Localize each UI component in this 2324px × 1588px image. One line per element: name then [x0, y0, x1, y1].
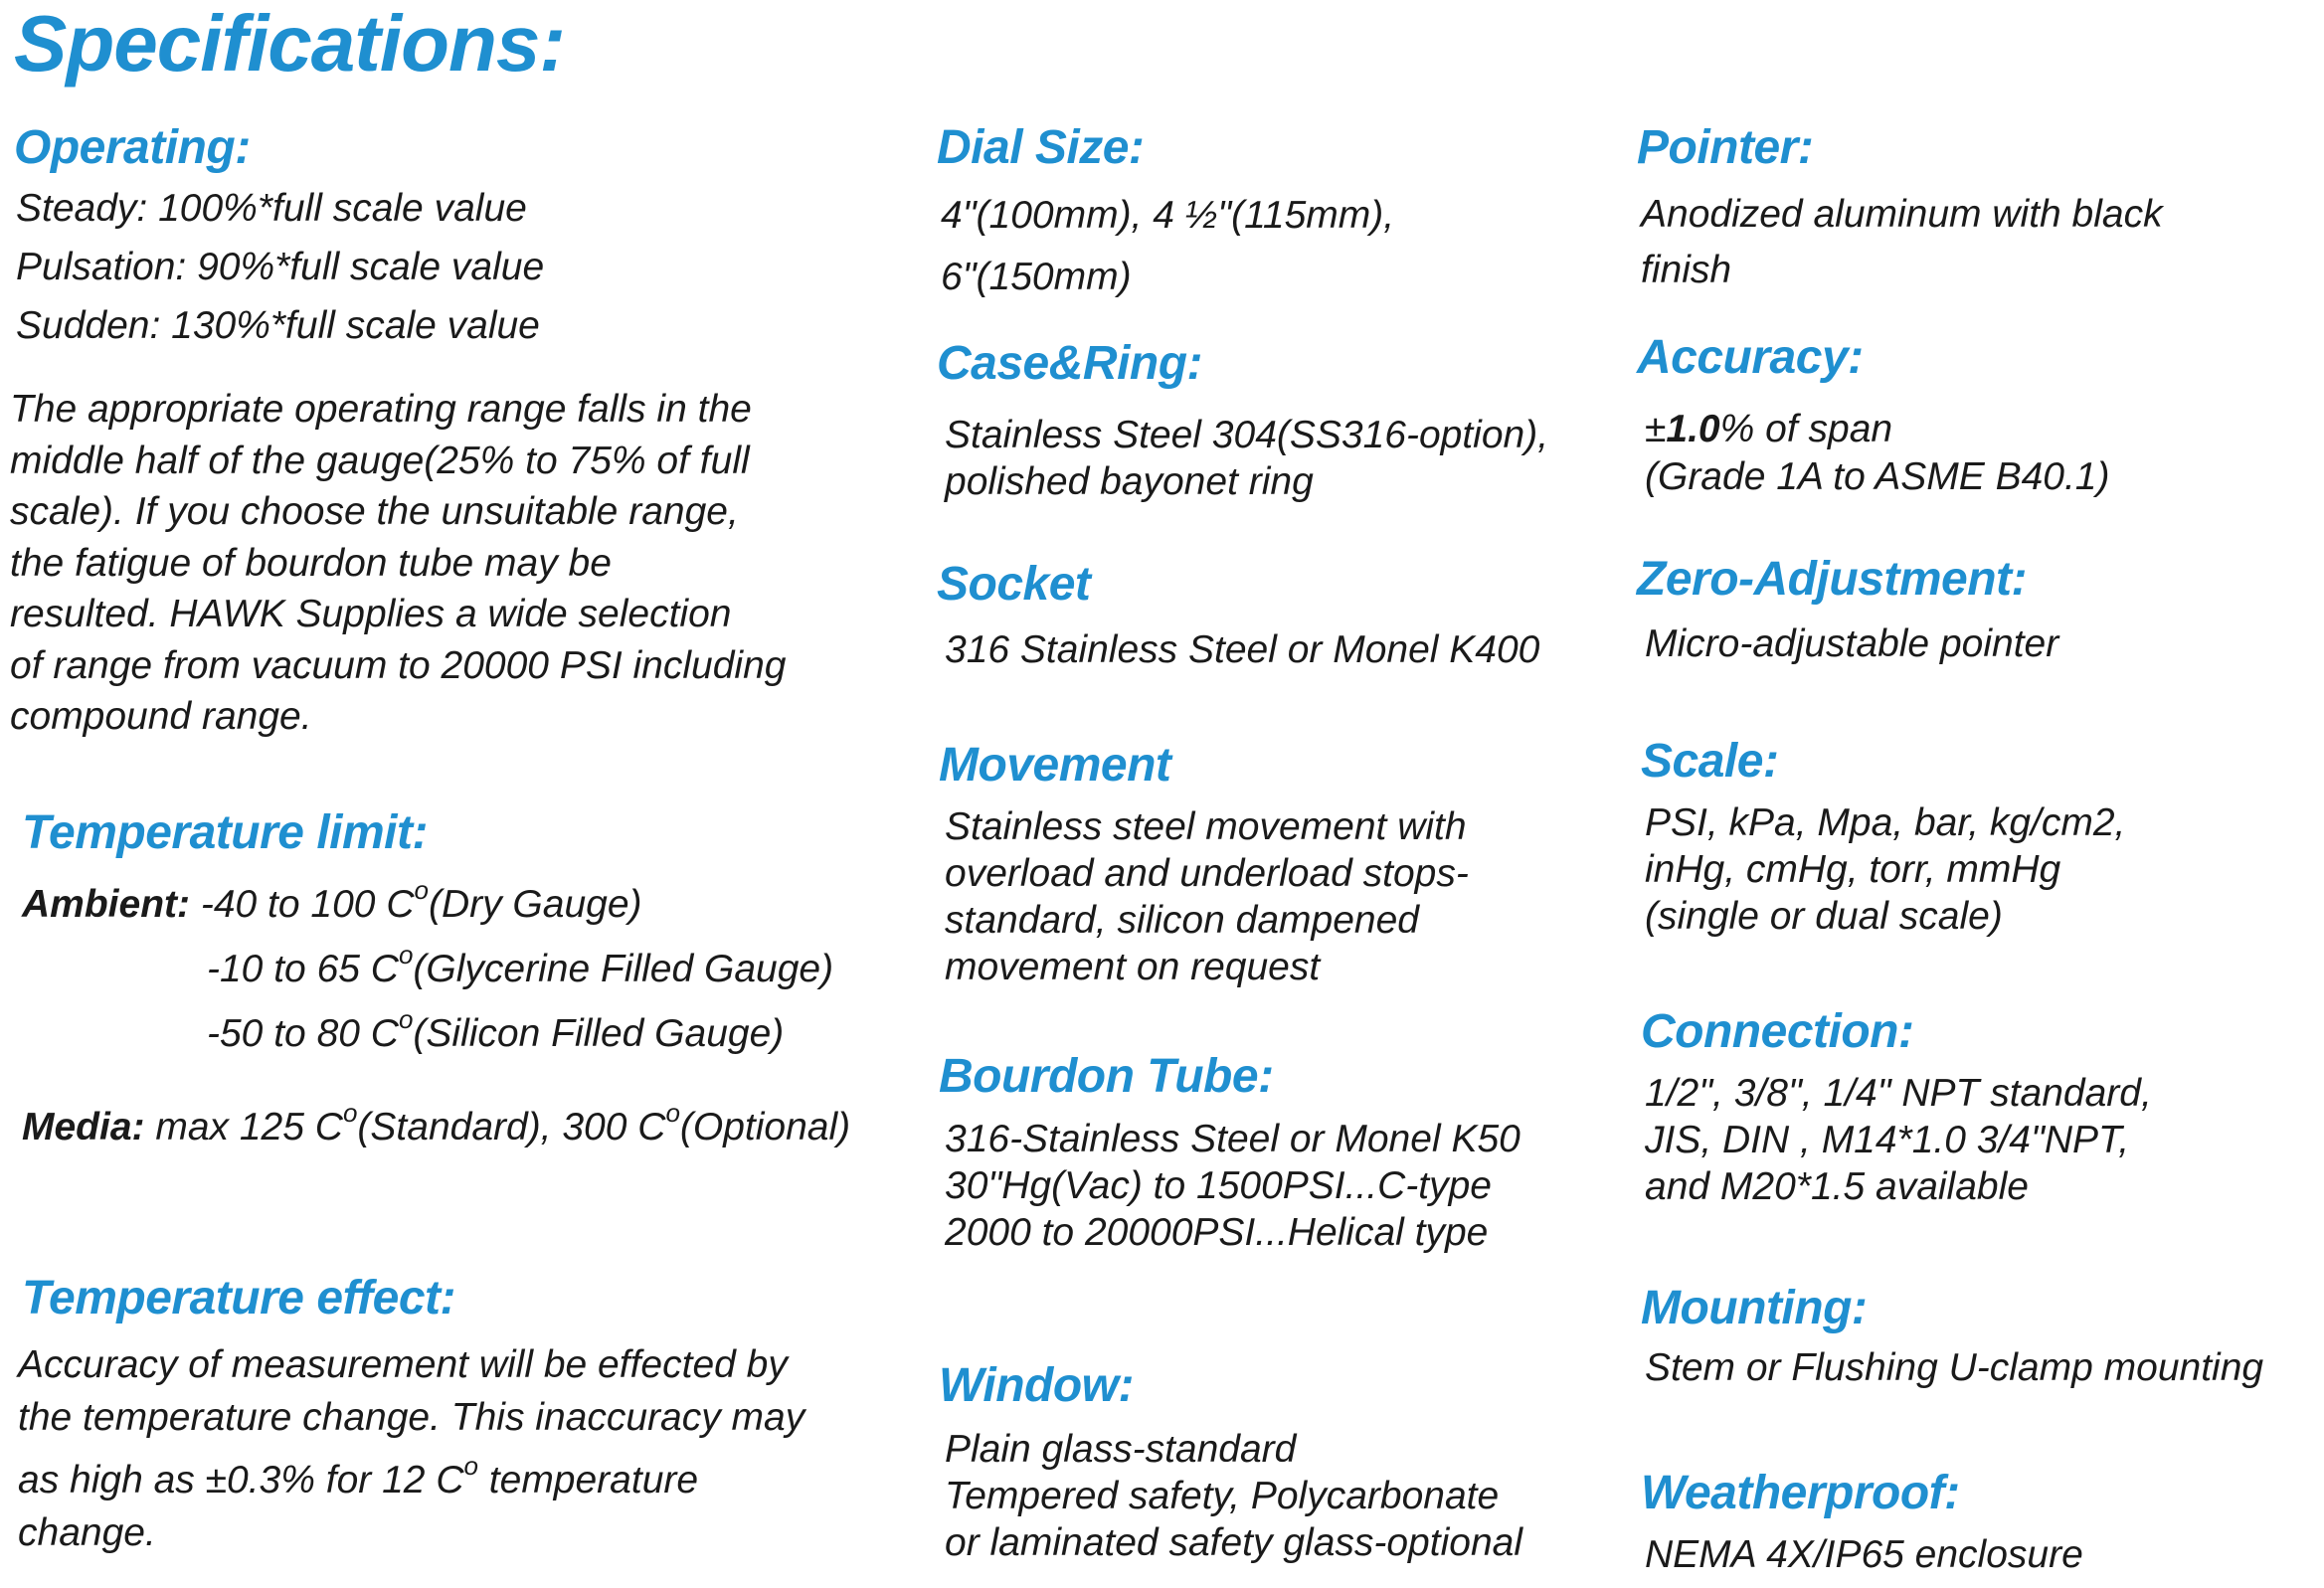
operating-paragraph	[10, 384, 786, 743]
connection-line: JIS, DIN , M14*1.0 3/4"NPT,	[1645, 1119, 2130, 1161]
operating-paragraph-line: middle half of the gauge(25% to 75% of full	[10, 439, 750, 482]
ambient-dry-note: (Dry Gauge)	[428, 883, 642, 926]
degree-symbol: o	[342, 1098, 358, 1128]
bourdon-tube-line: 2000 to 20000PSI...Helical type	[945, 1211, 1489, 1254]
scale-line: (single or dual scale)	[1645, 895, 2003, 938]
ambient-row-1	[22, 875, 642, 927]
movement-heading: Movement	[939, 739, 1171, 792]
degree-symbol: o	[665, 1098, 680, 1128]
degree-symbol: o	[463, 1451, 478, 1481]
dial-size-line: 4"(100mm), 4 ½"(115mm),	[941, 194, 1395, 237]
bourdon-tube-line: 316-Stainless Steel or Monel K50	[945, 1118, 1520, 1160]
case-ring-text	[945, 412, 1548, 505]
operating-paragraph-line: scale). If you choose the unsuitable range,	[10, 490, 739, 533]
media-label: Media:	[22, 1106, 145, 1148]
movement-line: movement on request	[945, 946, 1321, 988]
case-ring-line: Stainless Steel 304(SS316-option),	[945, 414, 1549, 456]
window-line: or laminated safety glass-optional	[945, 1521, 1522, 1564]
connection-line: and M20*1.5 available	[1645, 1165, 2029, 1208]
scale-text	[1645, 799, 2125, 940]
accuracy-value: 1.0	[1666, 408, 1720, 450]
weatherproof-text: NEMA 4X/IP65 enclosure	[1645, 1533, 2083, 1576]
operating-pulsation: Pulsation: 90%*full scale value	[16, 246, 545, 288]
operating-paragraph-line: resulted. HAWK Supplies a wide selection	[10, 593, 732, 635]
media-optional-value: (Standard), 300 C	[357, 1106, 666, 1148]
operating-heading: Operating:	[14, 121, 251, 174]
scale-line: PSI, kPa, Mpa, bar, kg/cm2,	[1645, 801, 2126, 844]
pointer-heading: Pointer:	[1637, 121, 1814, 174]
ambient-glycerine-note: (Glycerine Filled Gauge)	[413, 948, 834, 990]
scale-heading: Scale:	[1641, 735, 1779, 788]
movement-line: standard, silicon dampened	[945, 899, 1419, 942]
connection-text	[1645, 1070, 2152, 1210]
weatherproof-heading: Weatherproof:	[1641, 1467, 1960, 1519]
bourdon-tube-text	[945, 1116, 1520, 1256]
media-standard-value: max 125 C	[155, 1106, 343, 1148]
temperature-effect-line	[18, 1444, 804, 1507]
window-text	[945, 1426, 1522, 1566]
accuracy-suffix: % of span	[1719, 408, 1893, 450]
operating-paragraph-line: compound range.	[10, 695, 312, 738]
plus-minus: ±	[1645, 408, 1667, 450]
ambient-glycerine-value: -10 to 65 C	[207, 948, 399, 990]
ambient-label: Ambient:	[22, 883, 190, 926]
temperature-effect-line: change.	[18, 1510, 156, 1554]
accuracy-text	[1645, 406, 2110, 501]
movement-line: Stainless steel movement with	[945, 805, 1467, 848]
operating-paragraph-line: The appropriate operating range falls in the	[10, 388, 752, 431]
ambient-row-3	[207, 1004, 785, 1056]
connection-heading: Connection:	[1641, 1005, 1914, 1058]
scale-line: inHg, cmHg, torr, mmHg	[1645, 848, 2061, 891]
socket-text: 316 Stainless Steel or Monel K400	[945, 628, 1540, 671]
bourdon-tube-line: 30"Hg(Vac) to 1500PSI...C-type	[945, 1164, 1492, 1207]
zero-adjustment-text: Micro-adjustable pointer	[1645, 622, 2059, 665]
media-optional-note: (Optional)	[679, 1106, 851, 1148]
media-row	[22, 1098, 851, 1149]
ambient-silicon-value: -50 to 80 C	[207, 1012, 399, 1055]
case-ring-line: polished bayonet ring	[945, 460, 1314, 503]
bourdon-tube-heading: Bourdon Tube:	[939, 1050, 1274, 1103]
ambient-row-2	[207, 940, 834, 991]
movement-line: overload and underload stops-	[945, 852, 1469, 895]
dial-size-line: 6"(150mm)	[941, 256, 1132, 298]
mounting-heading: Mounting:	[1641, 1282, 1868, 1334]
window-heading: Window:	[939, 1359, 1134, 1412]
case-ring-heading: Case&Ring:	[937, 337, 1203, 390]
temperature-effect-line: the temperature change. This inaccuracy may	[18, 1395, 805, 1439]
zero-adjustment-heading: Zero-Adjustment:	[1637, 553, 2027, 606]
pointer-line: finish	[1641, 249, 1732, 291]
degree-symbol: o	[398, 940, 414, 970]
degree-symbol: o	[398, 1004, 414, 1034]
temperature-limit-heading: Temperature limit:	[22, 806, 428, 859]
pointer-text	[1641, 187, 2163, 298]
dial-size-heading: Dial Size:	[937, 121, 1145, 174]
window-line: Tempered safety, Polycarbonate	[945, 1475, 1500, 1517]
temperature-effect-value: as high as ±0.3% for 12 C	[18, 1459, 464, 1501]
operating-steady: Steady: 100%*full scale value	[16, 187, 527, 230]
degree-symbol: o	[414, 875, 429, 905]
temperature-effect-line: Accuracy of measurement will be effected by	[18, 1343, 788, 1386]
mounting-text: Stem or Flushing U-clamp mounting	[1645, 1346, 2264, 1389]
pointer-line: Anodized aluminum with black	[1641, 193, 2163, 236]
accuracy-heading: Accuracy:	[1637, 331, 1864, 384]
operating-paragraph-line: of range from vacuum to 20000 PSI including	[10, 643, 787, 687]
operating-paragraph-line: the fatigue of bourdon tube may be	[10, 541, 612, 585]
accuracy-line	[1645, 406, 2110, 453]
temperature-effect-text	[18, 1339, 804, 1559]
temperature-effect-suffix: temperature	[477, 1459, 699, 1501]
connection-line: 1/2", 3/8", 1/4" NPT standard,	[1645, 1072, 2152, 1115]
operating-sudden: Sudden: 130%*full scale value	[16, 304, 540, 347]
accuracy-grade: (Grade 1A to ASME B40.1)	[1645, 455, 2110, 498]
ambient-dry-value: -40 to 100 C	[200, 883, 415, 926]
socket-heading: Socket	[937, 558, 1091, 611]
ambient-silicon-note: (Silicon Filled Gauge)	[413, 1012, 785, 1055]
dial-size-text	[941, 185, 1394, 308]
temperature-effect-heading: Temperature effect:	[22, 1272, 455, 1324]
window-line: Plain glass-standard	[945, 1428, 1297, 1471]
movement-text	[945, 803, 1469, 990]
page-title: Specifications:	[14, 0, 566, 88]
